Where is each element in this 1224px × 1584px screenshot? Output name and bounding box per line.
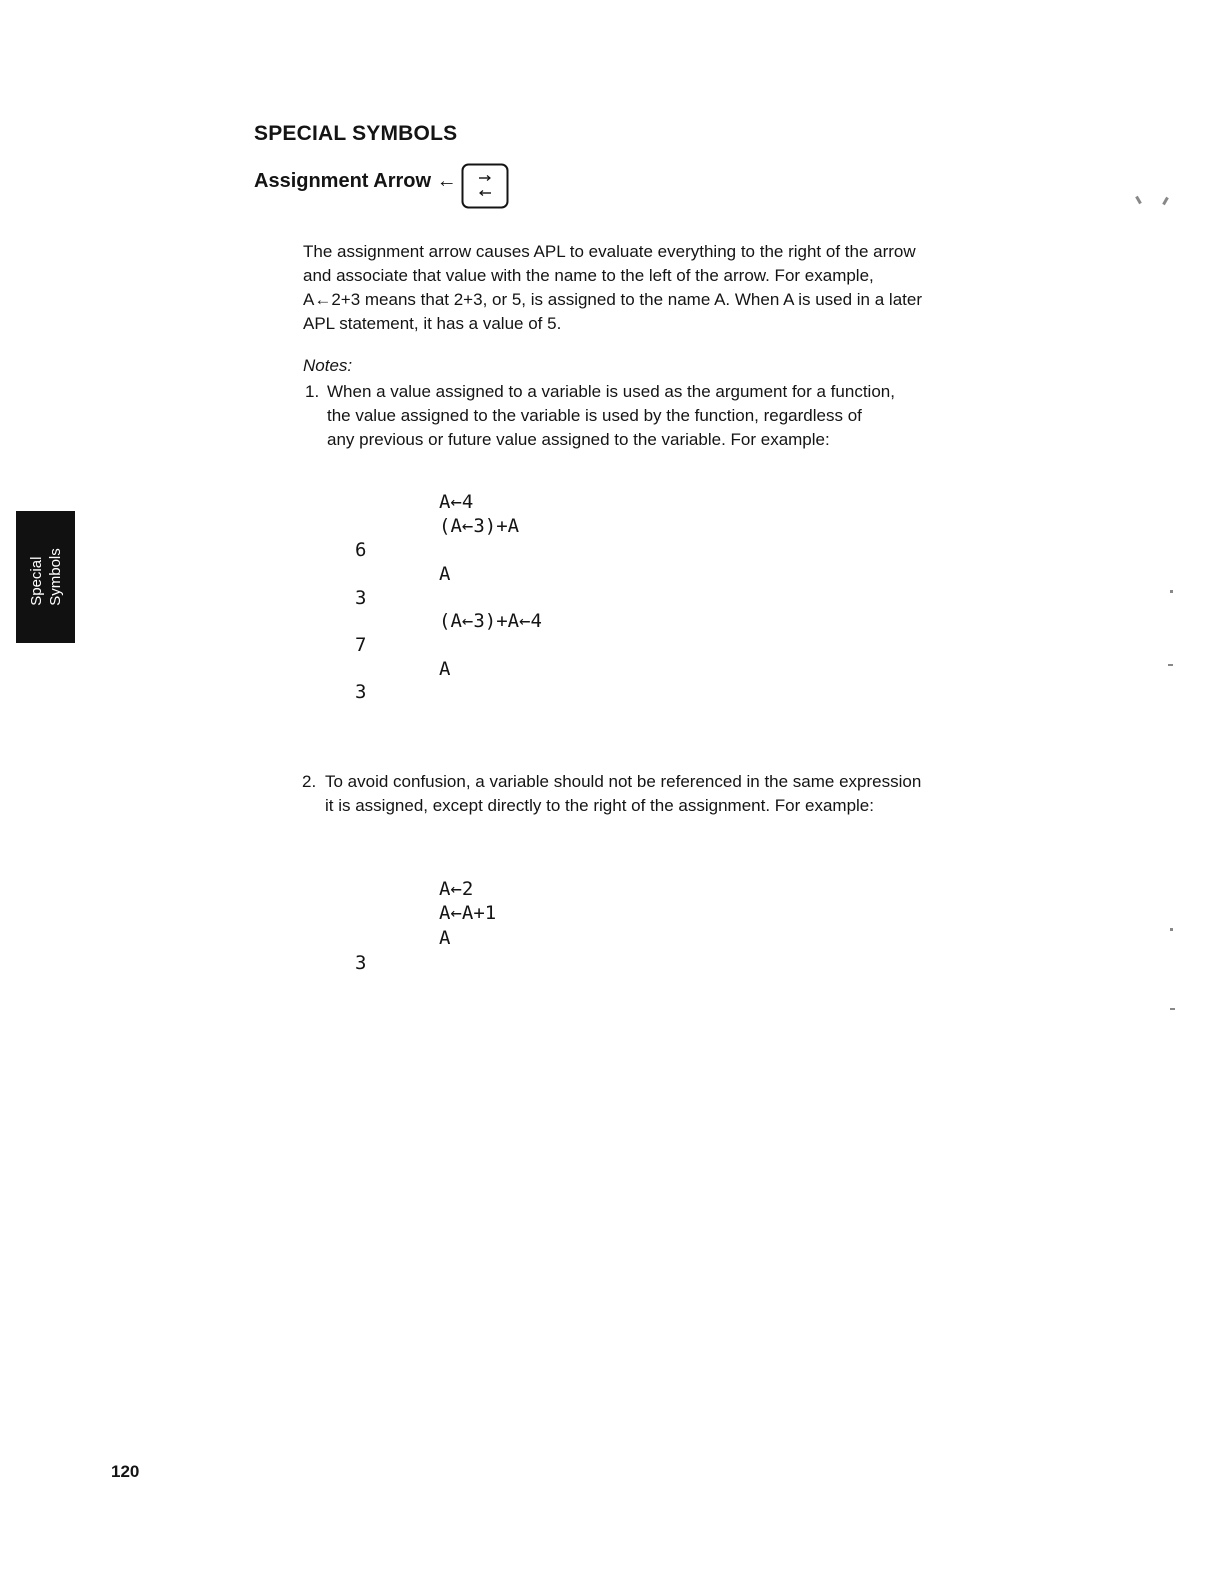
note-line: the value assigned to the variable is used by the function, regardless of (327, 406, 862, 425)
note-number: 2. (302, 772, 317, 791)
apl-input-line: A←A+1 (439, 902, 497, 924)
page-number: 120 (111, 1462, 140, 1481)
scan-artifact (1170, 590, 1173, 593)
apl-output-line: 6 (355, 539, 367, 561)
note-1 (305, 380, 945, 452)
apl-input-line: A (439, 563, 451, 585)
intro-line: APL statement, it has a value of 5. (303, 314, 562, 333)
note-2 (302, 770, 962, 818)
note-line: When a value assigned to a variable is used as the argument for a function, (327, 382, 895, 401)
scan-artifact (1170, 1008, 1175, 1010)
section-thumb-tab (16, 511, 75, 643)
scan-artifact (1135, 196, 1142, 204)
intro-line: A←2+3 means that 2+3, or 5, is assigned to the name A. When A is used in a later (303, 290, 922, 309)
apl-input-line: (A←3)+A (439, 515, 520, 537)
thumb-tab-line: Special (28, 556, 45, 606)
apl-input-line: A (439, 658, 451, 680)
note-line: it is assigned, except directly to the right of the assignment. For example: (325, 796, 874, 815)
note-line: To avoid confusion, a variable should not be referenced in the same expression (325, 772, 922, 791)
note-number: 1. (305, 382, 320, 401)
apl-output-line: 3 (355, 681, 367, 703)
apl-input-line: (A←3)+A←4 (439, 610, 542, 632)
apl-input-line: A←2 (439, 878, 474, 900)
thumb-tab-label (27, 548, 65, 606)
intro-line: and associate that value with the name to the left of the arrow. For example, (303, 266, 874, 285)
scan-artifact (1170, 928, 1173, 931)
section-title: SPECIAL SYMBOLS (254, 122, 458, 145)
apl-output-line: 3 (355, 587, 367, 609)
keyboard-key-arrows-icon (461, 163, 509, 209)
apl-output-line: 3 (355, 952, 367, 974)
apl-input-line: A←4 (439, 491, 474, 513)
note-line: any previous or future value assigned to the variable. For example: (327, 430, 830, 449)
apl-output-line: 7 (355, 634, 367, 656)
intro-line: The assignment arrow causes APL to evaluate everything to the right of the arrow (303, 242, 916, 261)
thumb-tab-line: Symbols (47, 548, 64, 606)
scan-artifact (1162, 197, 1169, 205)
apl-input-line: A (439, 927, 451, 949)
notes-label: Notes: (303, 356, 353, 375)
subsection-title: Assignment Arrow ← (254, 170, 457, 192)
intro-paragraph (303, 240, 963, 336)
scan-artifact (1168, 664, 1173, 666)
